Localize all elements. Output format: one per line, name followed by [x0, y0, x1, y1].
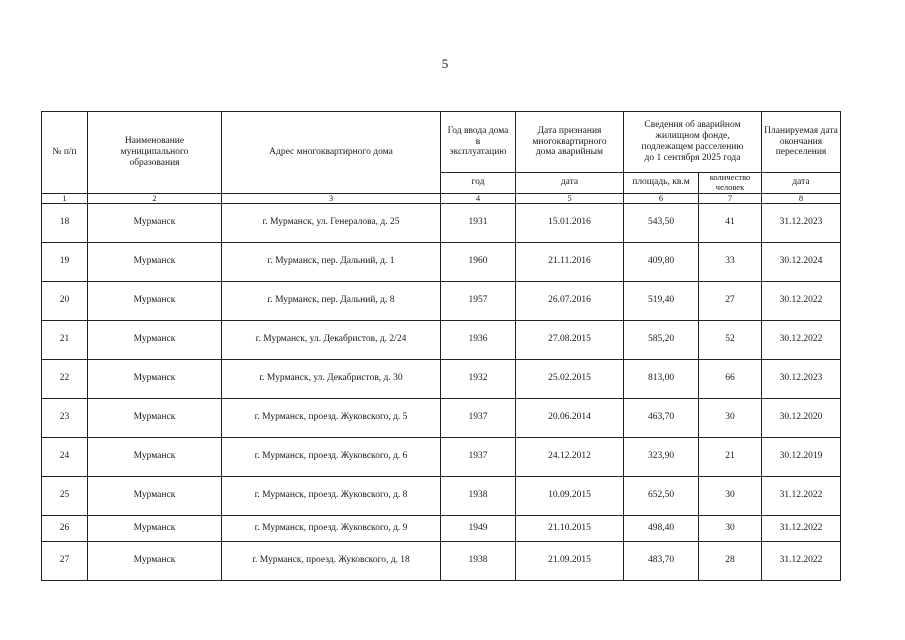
cell-year: 1938 — [441, 541, 516, 580]
cell-area: 498,40 — [624, 515, 699, 541]
table-row — [42, 242, 841, 281]
cell-index: 19 — [42, 242, 88, 281]
cell-planned-end: 30.12.2024 — [762, 242, 841, 281]
cell-area: 813,00 — [624, 359, 699, 398]
table-row — [42, 515, 841, 541]
column-number-row — [42, 193, 841, 203]
cell-municipality: Мурманск — [88, 541, 222, 580]
cell-municipality: Мурманск — [88, 203, 222, 242]
cell-people: 30 — [699, 476, 762, 515]
cell-area: 585,20 — [624, 320, 699, 359]
cell-municipality: Мурманск — [88, 320, 222, 359]
cell-recognition-date: 20.06.2014 — [516, 398, 624, 437]
cell-recognition-date: 25.02.2015 — [516, 359, 624, 398]
header-municipality: Наименование муниципального образования — [88, 112, 222, 194]
cell-area: 409,80 — [624, 242, 699, 281]
header-recognition-date: Дата признания многоквартирного дома аварийным — [516, 112, 624, 173]
cell-area: 483,70 — [624, 541, 699, 580]
cell-index: 24 — [42, 437, 88, 476]
table-row — [42, 476, 841, 515]
table-row — [42, 320, 841, 359]
header-year-built — [441, 112, 516, 173]
header-index: № п/п — [42, 112, 88, 194]
table-row — [42, 437, 841, 476]
header-year-built-line3: эксплуатацию — [449, 147, 507, 158]
emergency-housing-table — [41, 111, 841, 581]
cell-address: г. Мурманск, проезд. Жуковского, д. 5 — [222, 398, 441, 437]
column-number: 6 — [624, 193, 699, 203]
subheader-area: площадь, кв.м — [624, 173, 699, 194]
cell-index: 18 — [42, 203, 88, 242]
cell-people: 21 — [699, 437, 762, 476]
header-address: Адрес многоквартирного дома — [222, 112, 441, 194]
cell-people: 27 — [699, 281, 762, 320]
cell-area: 543,50 — [624, 203, 699, 242]
cell-address: г. Мурманск, проезд. Жуковского, д. 9 — [222, 515, 441, 541]
cell-recognition-date: 10.09.2015 — [516, 476, 624, 515]
header-fund-info: Сведения об аварийном жилищном фонде, подлежащем расселению до 1 сентября 2025 года — [624, 112, 762, 173]
cell-municipality: Мурманск — [88, 398, 222, 437]
cell-planned-end: 30.12.2019 — [762, 437, 841, 476]
cell-planned-end: 30.12.2022 — [762, 320, 841, 359]
cell-planned-end: 31.12.2022 — [762, 476, 841, 515]
subheader-date: дата — [516, 173, 624, 194]
column-number: 3 — [222, 193, 441, 203]
cell-planned-end: 31.12.2022 — [762, 515, 841, 541]
cell-recognition-date: 15.01.2016 — [516, 203, 624, 242]
cell-year: 1960 — [441, 242, 516, 281]
cell-index: 21 — [42, 320, 88, 359]
cell-people: 30 — [699, 515, 762, 541]
cell-address: г. Мурманск, пер. Дальний, д. 8 — [222, 281, 441, 320]
cell-people: 52 — [699, 320, 762, 359]
column-number: 1 — [42, 193, 88, 203]
subheader-year: год — [441, 173, 516, 194]
column-number: 5 — [516, 193, 624, 203]
cell-year: 1937 — [441, 398, 516, 437]
column-number: 4 — [441, 193, 516, 203]
cell-area: 323,90 — [624, 437, 699, 476]
column-number: 2 — [88, 193, 222, 203]
table-row — [42, 359, 841, 398]
cell-index: 27 — [42, 541, 88, 580]
cell-people: 41 — [699, 203, 762, 242]
header-planned-end: Планируемая дата окончания переселения — [762, 112, 841, 173]
cell-index: 23 — [42, 398, 88, 437]
header-year-built-line1: Год ввода дома — [447, 125, 509, 136]
cell-index: 22 — [42, 359, 88, 398]
table-row — [42, 541, 841, 580]
subheader-end-date: дата — [762, 173, 841, 194]
cell-planned-end: 30.12.2020 — [762, 398, 841, 437]
header-year-built-line2: в — [475, 136, 481, 147]
cell-municipality: Мурманск — [88, 437, 222, 476]
cell-year: 1957 — [441, 281, 516, 320]
cell-year: 1932 — [441, 359, 516, 398]
cell-year: 1931 — [441, 203, 516, 242]
subheader-people: количество человек — [699, 173, 762, 194]
cell-recognition-date: 21.11.2016 — [516, 242, 624, 281]
cell-area: 519,40 — [624, 281, 699, 320]
page-number: 5 — [441, 56, 449, 71]
cell-address: г. Мурманск, ул. Декабристов, д. 30 — [222, 359, 441, 398]
cell-year: 1937 — [441, 437, 516, 476]
table-row — [42, 281, 841, 320]
cell-index: 25 — [42, 476, 88, 515]
cell-municipality: Мурманск — [88, 242, 222, 281]
cell-recognition-date: 21.10.2015 — [516, 515, 624, 541]
cell-planned-end: 30.12.2022 — [762, 281, 841, 320]
cell-index: 20 — [42, 281, 88, 320]
cell-municipality: Мурманск — [88, 281, 222, 320]
cell-municipality: Мурманск — [88, 515, 222, 541]
cell-area: 463,70 — [624, 398, 699, 437]
table-row — [42, 203, 841, 242]
cell-people: 28 — [699, 541, 762, 580]
cell-address: г. Мурманск, проезд. Жуковского, д. 8 — [222, 476, 441, 515]
cell-address: г. Мурманск, проезд. Жуковского, д. 18 — [222, 541, 441, 580]
cell-planned-end: 31.12.2022 — [762, 541, 841, 580]
cell-address: г. Мурманск, проезд. Жуковского, д. 6 — [222, 437, 441, 476]
cell-recognition-date: 21.09.2015 — [516, 541, 624, 580]
cell-recognition-date: 27.08.2015 — [516, 320, 624, 359]
cell-people: 33 — [699, 242, 762, 281]
cell-people: 30 — [699, 398, 762, 437]
table-row — [42, 398, 841, 437]
cell-address: г. Мурманск, пер. Дальний, д. 1 — [222, 242, 441, 281]
header-row — [42, 112, 841, 173]
cell-index: 26 — [42, 515, 88, 541]
cell-planned-end: 30.12.2023 — [762, 359, 841, 398]
cell-planned-end: 31.12.2023 — [762, 203, 841, 242]
cell-people: 66 — [699, 359, 762, 398]
cell-address: г. Мурманск, ул. Генералова, д. 25 — [222, 203, 441, 242]
cell-year: 1936 — [441, 320, 516, 359]
column-number: 8 — [762, 193, 841, 203]
cell-recognition-date: 24.12.2012 — [516, 437, 624, 476]
cell-address: г. Мурманск, ул. Декабристов, д. 2/24 — [222, 320, 441, 359]
cell-municipality: Мурманск — [88, 359, 222, 398]
cell-recognition-date: 26.07.2016 — [516, 281, 624, 320]
column-number: 7 — [699, 193, 762, 203]
cell-area: 652,50 — [624, 476, 699, 515]
cell-municipality: Мурманск — [88, 476, 222, 515]
cell-year: 1938 — [441, 476, 516, 515]
cell-year: 1949 — [441, 515, 516, 541]
